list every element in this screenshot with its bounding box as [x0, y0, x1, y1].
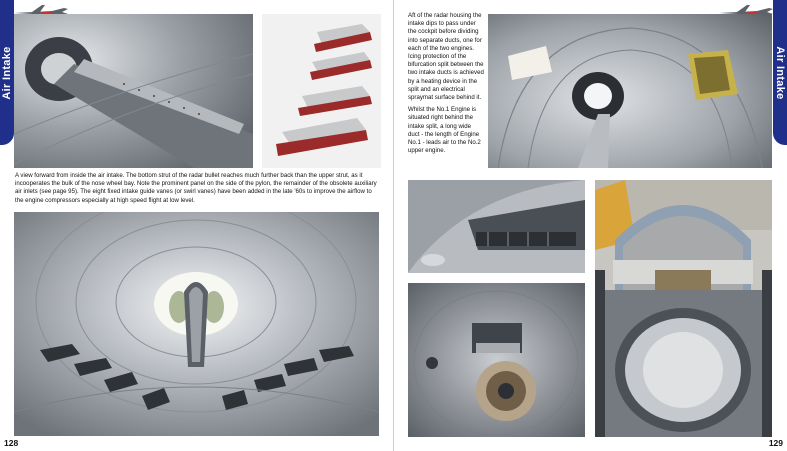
right-caption-para-1: Aft of the radar housing the intake dips to pass under the cockpit before dividing into separate ducts, one for each of the two engines. Icing protection of the bifurcation split between the two intake ducts is achieved by a heating device in the split and an electrical spraymat surface behind it. [408, 12, 484, 102]
left-caption [15, 172, 380, 209]
photo-guide-vanes [262, 14, 381, 168]
photo-engine-face-view [408, 283, 585, 437]
right-caption-para-2: Whilst the No.1 Engine is situated right behind the intake split, a long wide duct - the length of Engine No.1 - leads air to the No.2 upper engine. [408, 106, 481, 155]
page-gutter [393, 0, 394, 451]
section-tab-label: Air Intake [1, 45, 13, 100]
photo-intake-bifurcation [595, 180, 772, 437]
section-tab-left [0, 0, 14, 145]
page-number-left: 128 [4, 438, 19, 448]
photo-strut-detail [408, 180, 585, 273]
photo-duct-forward-view [14, 212, 379, 436]
section-tab-right [773, 0, 787, 145]
section-tab-label-right: Air Intake [774, 45, 786, 100]
left-caption-text: A view forward from inside the air intake. The bottom strut of the radar bullet reaches much further back than the upper strut, as it incooperates the bulk of the nose wheel bay. Note the prominent panel on the side of the pylon, the remainder of the obsolete auxiliary air inlets (see page 95). The eight fixed intake guide vanes (or swirl vanes) have been added in the late '60s to improve the airflow to the engine compressors especially at high speed flight at low level. [15, 172, 377, 204]
right-caption [408, 12, 484, 159]
page-number-right: 129 [768, 438, 783, 448]
photo-intake-strut [14, 14, 253, 168]
photo-intake-split-duct [488, 14, 772, 168]
